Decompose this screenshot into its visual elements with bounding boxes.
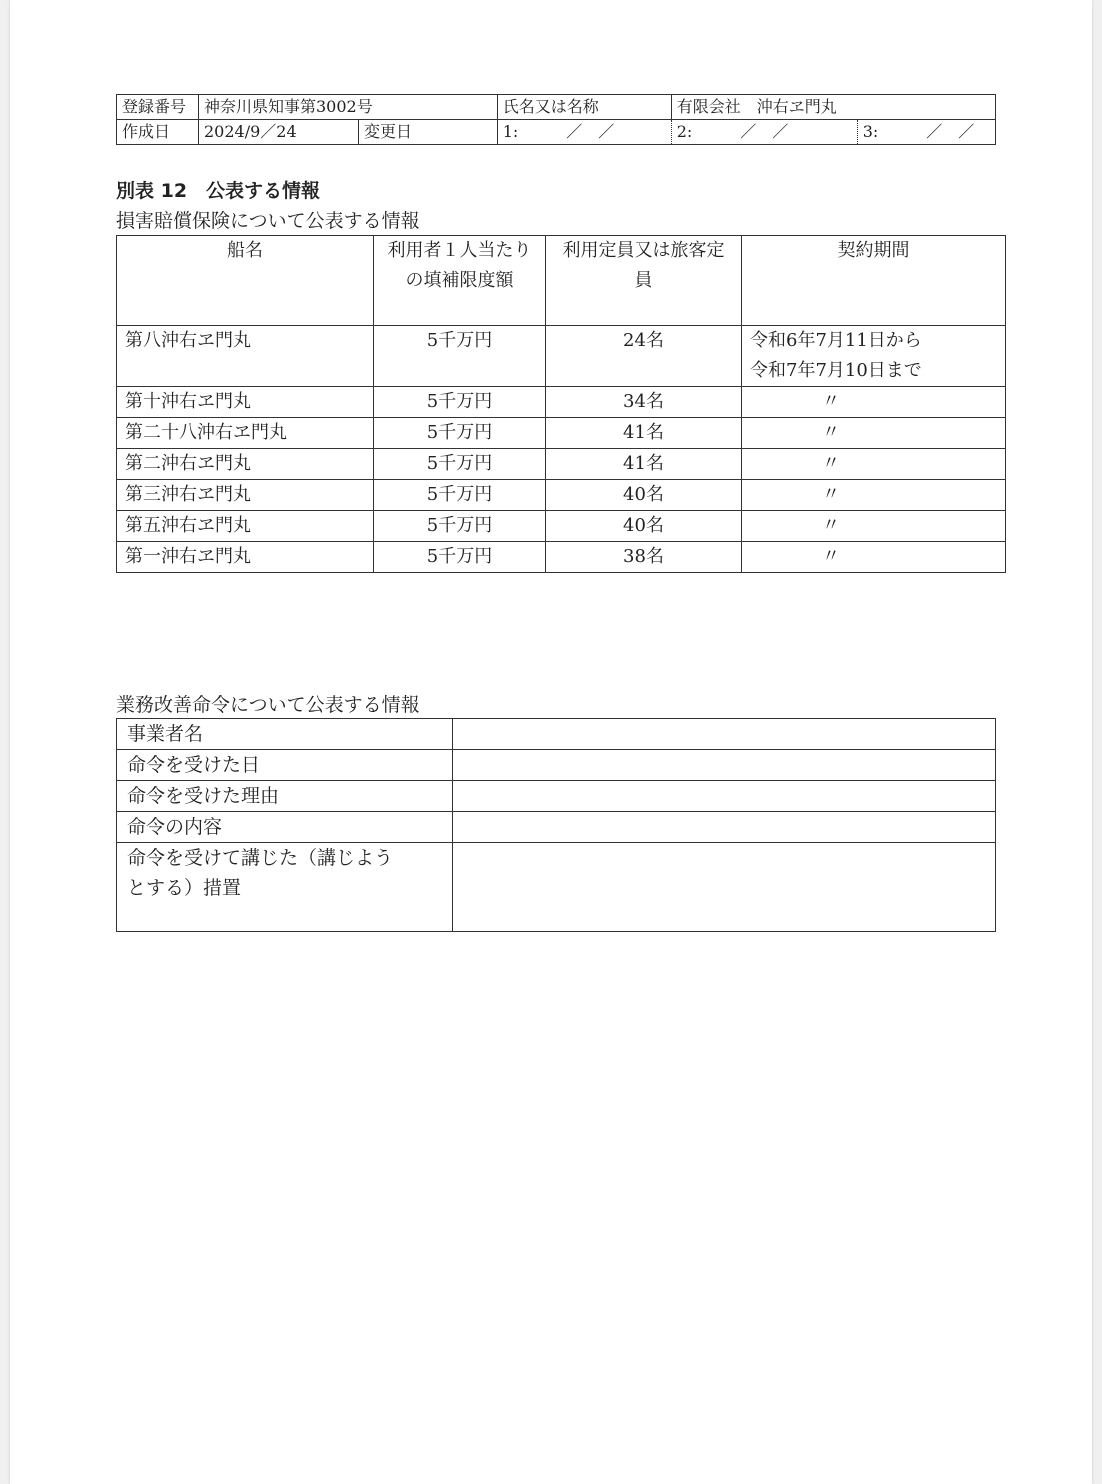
ship-name: 第二沖右ヱ門丸 [117, 449, 374, 480]
insurance-section-label: 損害賠償保険について公表する情報 [116, 210, 420, 232]
contract-period: 〃 [742, 387, 1006, 418]
contract-period: 〃 [742, 511, 1006, 542]
header-capacity: 利用定員又は旅客定員 [546, 236, 742, 326]
limit-amount: 5千万円 [374, 511, 546, 542]
change-2: 2: ／ ／ [671, 120, 857, 145]
document-page [10, 0, 1092, 1484]
capacity: 40名 [546, 511, 742, 542]
order-label: 命令を受けた理由 [117, 781, 453, 812]
name-label: 氏名又は名称 [497, 95, 671, 120]
order-value [453, 719, 996, 750]
insurance-header-row [117, 236, 1006, 326]
order-label [117, 843, 453, 932]
table-row [117, 449, 1006, 480]
page-title: 別表 12 公表する情報 [116, 180, 321, 202]
ship-name: 第三沖右ヱ門丸 [117, 480, 374, 511]
capacity: 38名 [546, 542, 742, 573]
ship-name: 第八沖右ヱ門丸 [117, 326, 374, 387]
contract-period: 〃 [742, 542, 1006, 573]
capacity: 40名 [546, 480, 742, 511]
limit-amount: 5千万円 [374, 480, 546, 511]
change-3: 3: ／ ／ [857, 120, 995, 145]
order-label: 事業者名 [117, 719, 453, 750]
name-value: 有限会社 沖右ヱ門丸 [671, 95, 995, 120]
order-label: 命令の内容 [117, 812, 453, 843]
table-row [117, 480, 1006, 511]
ship-name: 第五沖右ヱ門丸 [117, 511, 374, 542]
contract-period [742, 326, 1006, 387]
capacity: 24名 [546, 326, 742, 387]
registration-header-table [116, 94, 996, 145]
table-row [117, 511, 1006, 542]
ship-name: 第二十八沖右ヱ門丸 [117, 418, 374, 449]
order-value [453, 750, 996, 781]
reg-no-value: 神奈川県知事第3002号 [199, 95, 498, 120]
created-value: 2024/9／24 [199, 120, 359, 145]
table-row [117, 387, 1006, 418]
order-section-label: 業務改善命令について公表する情報 [116, 694, 420, 716]
created-label: 作成日 [117, 120, 199, 145]
order-value [453, 843, 996, 932]
table-row [117, 418, 1006, 449]
order-value [453, 781, 996, 812]
change-1: 1: ／ ／ [497, 120, 671, 145]
contract-period: 〃 [742, 449, 1006, 480]
table-row [117, 542, 1006, 573]
contract-period: 〃 [742, 418, 1006, 449]
table-row [117, 812, 996, 843]
limit-amount: 5千万円 [374, 326, 546, 387]
insurance-table [116, 235, 1006, 573]
table-row [117, 326, 1006, 387]
table-row [117, 843, 996, 932]
limit-amount: 5千万円 [374, 387, 546, 418]
header-limit: 利用者１人当たりの填補限度額 [374, 236, 546, 326]
ship-name: 第十沖右ヱ門丸 [117, 387, 374, 418]
ship-name: 第一沖右ヱ門丸 [117, 542, 374, 573]
table-row [117, 781, 996, 812]
period-end: 令和7年7月10日まで [750, 360, 922, 381]
order-label: 命令を受けた日 [117, 750, 453, 781]
changed-label: 変更日 [359, 120, 498, 145]
capacity: 41名 [546, 418, 742, 449]
header-period: 契約期間 [742, 236, 1006, 326]
limit-amount: 5千万円 [374, 542, 546, 573]
table-row [117, 719, 996, 750]
capacity: 41名 [546, 449, 742, 480]
reg-no-label: 登録番号 [117, 95, 199, 120]
limit-amount: 5千万円 [374, 449, 546, 480]
order-label-line1: 命令を受けて講じた（講じよう [127, 847, 394, 869]
period-start: 令和6年7月11日から [750, 330, 922, 351]
order-table [116, 718, 996, 932]
order-value [453, 812, 996, 843]
order-label-line2: とする）措置 [127, 877, 242, 899]
header-ship: 船名 [117, 236, 374, 326]
limit-amount: 5千万円 [374, 418, 546, 449]
capacity: 34名 [546, 387, 742, 418]
table-row [117, 750, 996, 781]
contract-period: 〃 [742, 480, 1006, 511]
